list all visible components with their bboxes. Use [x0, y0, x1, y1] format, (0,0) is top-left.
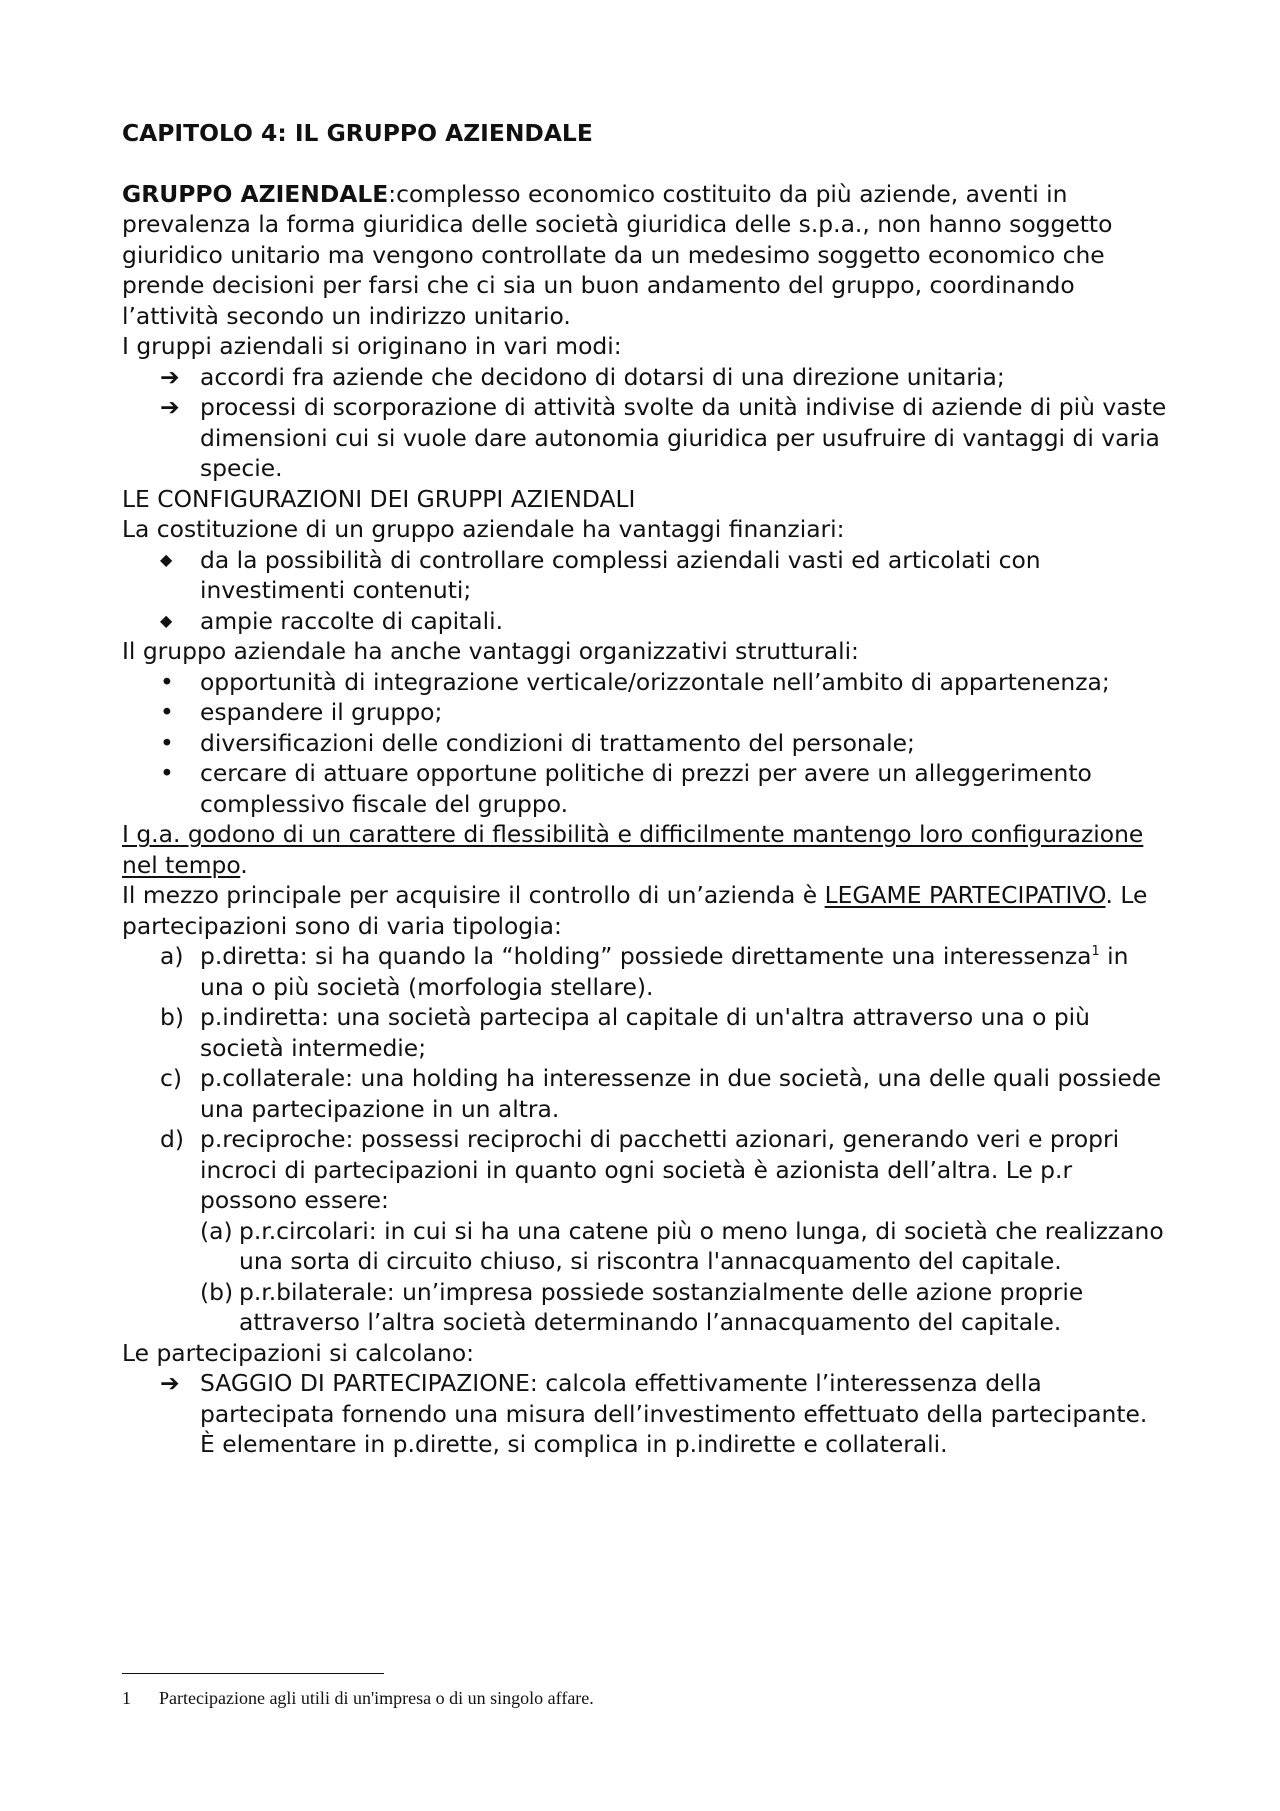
- calculation-intro: Le partecipazioni si calcolano:: [122, 1338, 475, 1367]
- list-item: • espandere il gruppo;: [160, 698, 443, 726]
- arrow-right-icon: ➔: [160, 1369, 180, 1397]
- list-item: ◆ ampie raccolte di capitali.: [160, 606, 504, 635]
- participation-types-list: [122, 941, 1167, 1216]
- footnote-ref[interactable]: 1: [1091, 944, 1100, 960]
- arrow-right-icon: ➔: [160, 362, 180, 391]
- list-item: b) p.indiretta: una società partecipa al capitale di un'altra attraverso una o più società intermedie;: [160, 1003, 1091, 1062]
- footnote-text: Partecipazione agli utili di un'impresa o di un singolo affare.: [159, 1688, 594, 1708]
- list-item: a) p.diretta: si ha quando la “holding” possiede direttamente una interessenza$^1$ in una o più società (morfologia stellare).: [160, 942, 1129, 1001]
- organizational-intro: Il gruppo aziendale ha anche vantaggi organizzativi strutturali:: [122, 637, 859, 665]
- list-item: ◆ da la possibilità di controllare complessi aziendali vasti ed articolati con investimenti contenuti;: [160, 545, 1041, 604]
- footnote: [122, 1687, 1022, 1709]
- calculation-list: [122, 1368, 1167, 1460]
- section-title: LE CONFIGURAZIONI DEI GRUPPI AZIENDALI: [122, 484, 636, 513]
- arrow-right-icon: ➔: [160, 393, 180, 421]
- legame-partecipativo-underlined: LEGAME PARTECIPATIVO: [824, 881, 1106, 909]
- dot-bullet-icon: •: [160, 759, 174, 787]
- definition-text: :complesso economico costituito da più aziende, aventi in prevalenza la forma giuridica delle società giuridica delle s.p.a., non hanno soggetto giuridico unitario ma vengono controllate da un medesimo soggetto economico che prende decisioni per farsi che ci sia un buon andamento del gruppo, coordinando l’attività secondo un indirizzo unitario.: [122, 179, 1113, 330]
- footnote-separator: [122, 1673, 384, 1674]
- list-item: d) p.reciproche: possessi reciprochi di pacchetti azionari, generando veri e propri incroci di partecipazioni in quanto ogni società è azionista dell’altra. Le p.r possono essere:: [160, 1125, 1120, 1214]
- list-item: (a) p.r.circolari: in cui si ha una catene più o meno lunga, di società che realizzano una sorta di circuito chiuso, si riscontra l'annacquamento del capitale.: [200, 1216, 1164, 1275]
- document-body: [122, 118, 1167, 1460]
- chapter-heading: CAPITOLO 4: IL GRUPPO AZIENDALE: [122, 119, 593, 147]
- dot-bullet-icon: •: [160, 698, 174, 726]
- footnote-number: 1: [122, 1688, 131, 1708]
- dot-bullet-icon: •: [160, 667, 174, 696]
- flexibility-underlined: I g.a. godono di un carattere di flessibilità e difficilmente mantengo loro configurazione nel tempo: [122, 820, 1144, 879]
- financial-list: [122, 545, 1167, 637]
- flexibility-paragraph: I g.a. godono di un carattere di flessibilità e difficilmente mantengo loro configurazione nel tempo.: [122, 820, 1144, 879]
- list-item: c) p.collaterale: una holding ha interessenze in due società, una delle quali possiede una partecipazione in un altra.: [160, 1064, 1162, 1123]
- reciprocal-sublist: [122, 1216, 1167, 1338]
- organizational-list: [122, 667, 1167, 820]
- list-item: • opportunità di integrazione verticale/orizzontale nell’ambito di appartenenza;: [160, 667, 1110, 696]
- diamond-bullet-icon: ◆: [160, 549, 173, 569]
- list-item: • diversificazioni delle condizioni di trattamento del personale;: [160, 728, 915, 757]
- origins-list: [122, 362, 1167, 484]
- participation-paragraph: Il mezzo principale per acquisire il controllo di un’azienda è LEGAME PARTECIPATIVO. Le partecipazioni sono di varia tipologia:: [122, 881, 1148, 940]
- financial-intro: La costituzione di un gruppo aziendale ha vantaggi finanziari:: [122, 515, 845, 543]
- list-item: • cercare di attuare opportune politiche di prezzi per avere un alleggerimento complessivo fiscale del gruppo.: [160, 759, 1092, 818]
- definition-term: GRUPPO AZIENDALE: [122, 179, 389, 208]
- definition-paragraph: [122, 179, 1167, 332]
- list-item: ➔ processi di scorporazione di attività svolte da unità indivise di aziende di più vaste dimensioni cui si vuole dare autonomia giuridica per usufruire di vantaggi di varia specie.: [160, 393, 1167, 482]
- list-item: ➔ accordi fra aziende che decidono di dotarsi di una direzione unitaria;: [160, 362, 1005, 391]
- list-item: ➔ SAGGIO DI PARTECIPAZIONE: calcola effettivamente l’interessenza della partecipata fornendo una misura dell’investimento effettuato della partecipante. È elementare in p.dirette, si complica in p.indirette e collaterali.: [160, 1369, 1148, 1458]
- list-item: (b) p.r.bilaterale: un’impresa possiede sostanzialmente delle azione proprie attraverso l’altra società determinando l’annacquamento del capitale.: [200, 1277, 1084, 1336]
- diamond-bullet-icon: ◆: [160, 610, 173, 630]
- origins-intro: I gruppi aziendali si originano in vari modi:: [122, 332, 622, 360]
- dot-bullet-icon: •: [160, 728, 174, 757]
